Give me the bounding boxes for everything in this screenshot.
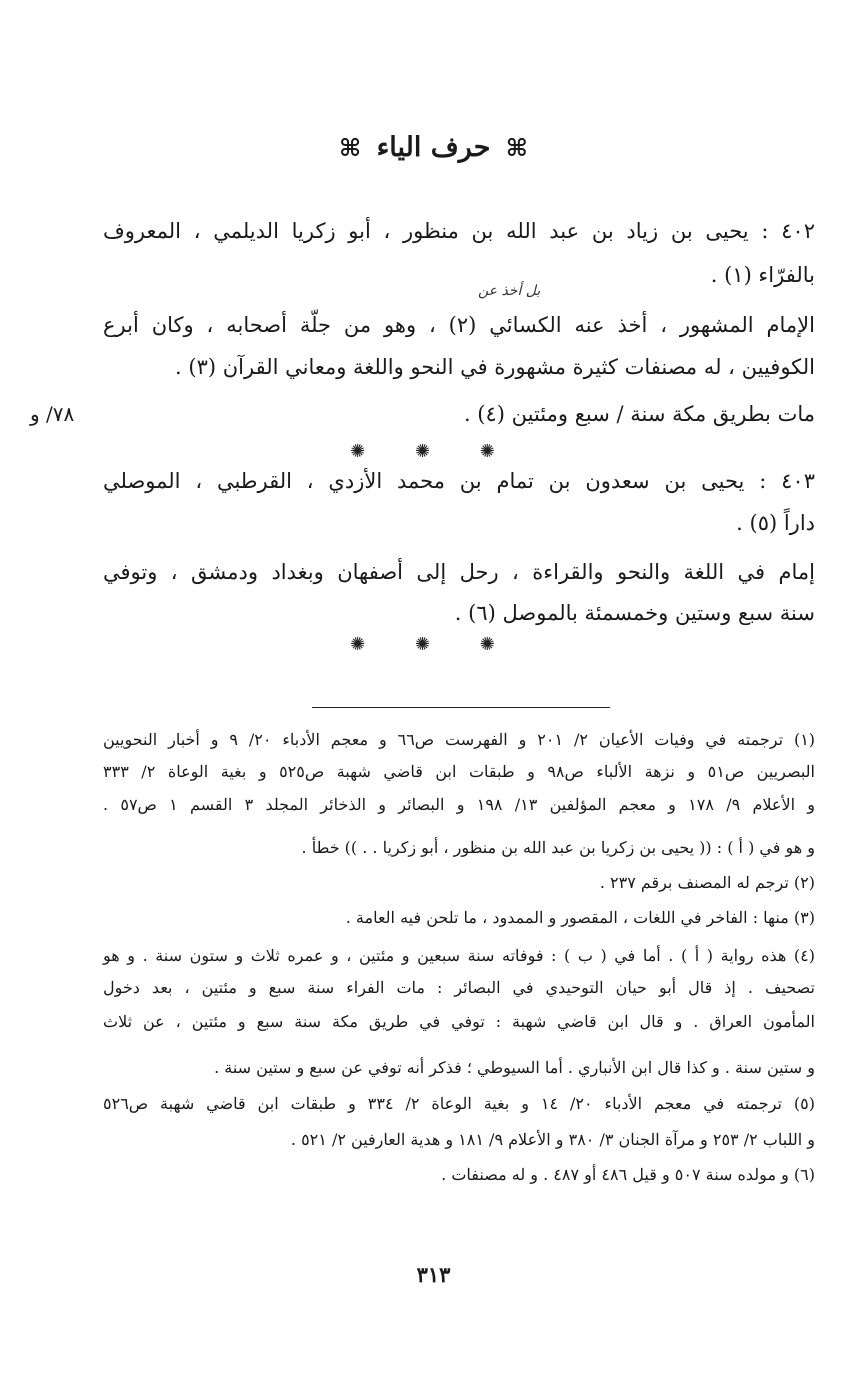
chapter-heading <box>0 130 867 166</box>
footnote-rule <box>312 707 610 708</box>
entry-403-line-2: داراً (٥) . <box>736 511 815 535</box>
footnote-line: (٦) و مولده سنة ٥٠٧ و قيل ٤٨٦ أو ٤٨٧ . و له مصنفات . <box>441 1165 815 1184</box>
footnote-line: (٥) ترجمته في معجم الأدباء ٢٠/ ١٤ و بغية الوعاة ٢/ ٣٣٤ و طبقات ابن قاضي شهبة ص٥٢٦ <box>103 1094 815 1113</box>
entry-402-bio-line-1: الإمام المشهور ، أخذ عنه الكسائي (٢) ، وهو من جلّة أصحابه ، وكان أبرع <box>103 313 815 337</box>
manuscript-folio-ref: ٧٨/ و <box>30 402 75 426</box>
ornament-icon: ⌘ <box>338 133 362 162</box>
entry-403-line-1: ٤٠٣ : يحيى بن سعدون بن تمام بن محمد الأزدي ، القرطبي ، الموصلي <box>103 469 815 493</box>
footnote-line: و الأعلام ٩/ ١٧٨ و معجم المؤلفين ١٣/ ١٩٨ و البصائر و الذخائر المجلد ٣ القسم ١ ص٥٧ . <box>103 795 816 814</box>
footnote-line: المأمون العراق . و قال ابن قاضي شهبة : توفي في طريق مكة سنة سبع و مئتين ، عن ثلاث <box>103 1012 815 1031</box>
footnote-line: (٤) هذه رواية ( أ ) . أما في ( ب ) : فوفاته سنة سبعين و مئتين ، و عمره ثلاث و ستون سنة . و هو <box>103 946 815 965</box>
ornament-icon: ⌘ <box>505 133 529 162</box>
footnote-line: تصحيف . إذ قال أبو حيان التوحيدي في البصائر : مات الفراء سنة سبع و مئتين ، بعد دخول <box>103 978 815 997</box>
footnote-line: البصريين ص٥١ و نزهة الألباء ص٩٨ و طبقات ابن قاضي شهبة ص٥٢٥ و بغية الوعاة ٢/ ٣٣٣ <box>103 762 815 781</box>
entry-402-death-line: مات بطريق مكة سنة / سبع ومئتين (٤) . <box>463 402 815 426</box>
footnote-line: و اللباب ٢/ ٢٥٣ و مرآة الجنان ٣/ ٣٨٠ و الأعلام ٩/ ١٨١ و هدية العارفين ٢/ ٥٢١ . <box>290 1130 815 1149</box>
chapter-title: حرف الياء <box>376 132 491 163</box>
footnote-line: و ستين سنة . و كذا قال ابن الأنباري . أما السيوطي ؛ فذكر أنه توفي عن سبع و ستين سنة . <box>214 1058 815 1077</box>
entry-402-line-1: ٤٠٢ : يحيى بن زياد بن عبد الله بن منظور ، أبو زكريا الديلمي ، المعروف <box>103 219 815 243</box>
footnote-line: (١) ترجمته في وفيات الأعيان ٢/ ٢٠١ و الفهرست ص٦٦ و معجم الأدباء ٢٠/ ٩ و أخبار النحويين <box>103 730 816 749</box>
section-divider: ✺ ✺ ✺ <box>350 634 517 655</box>
entry-402-line-2: بالفرّاء (١) . <box>710 263 815 287</box>
footnote-line: و هو في ( أ ) : (( يحيى بن زكريا بن عبد الله بن منظور ، أبو زكريا . . )) خطأ . <box>301 838 815 857</box>
entry-403-bio-line-1: إمام في اللغة والنحو والقراءة ، رحل إلى أصفهان وبغداد ودمشق ، وتوفي <box>103 560 815 584</box>
section-divider: ✺ ✺ ✺ <box>350 441 517 462</box>
footnote-line: (٣) منها : الفاخر في اللغات ، المقصور و الممدود ، ما تلحن فيه العامة . <box>345 908 815 927</box>
entry-403-bio-line-2: سنة سبع وستين وخمسمئة بالموصل (٦) . <box>454 601 815 625</box>
page-number: ٣١٣ <box>416 1262 451 1287</box>
entry-402-bio-line-2: الكوفيين ، له مصنفات كثيرة مشهورة في النحو واللغة ومعاني القرآن (٣) . <box>175 355 815 379</box>
marginal-manuscript-note: بل أخذ عن <box>478 283 541 299</box>
footnote-line: (٢) ترجم له المصنف برقم ٢٣٧ . <box>599 873 815 892</box>
